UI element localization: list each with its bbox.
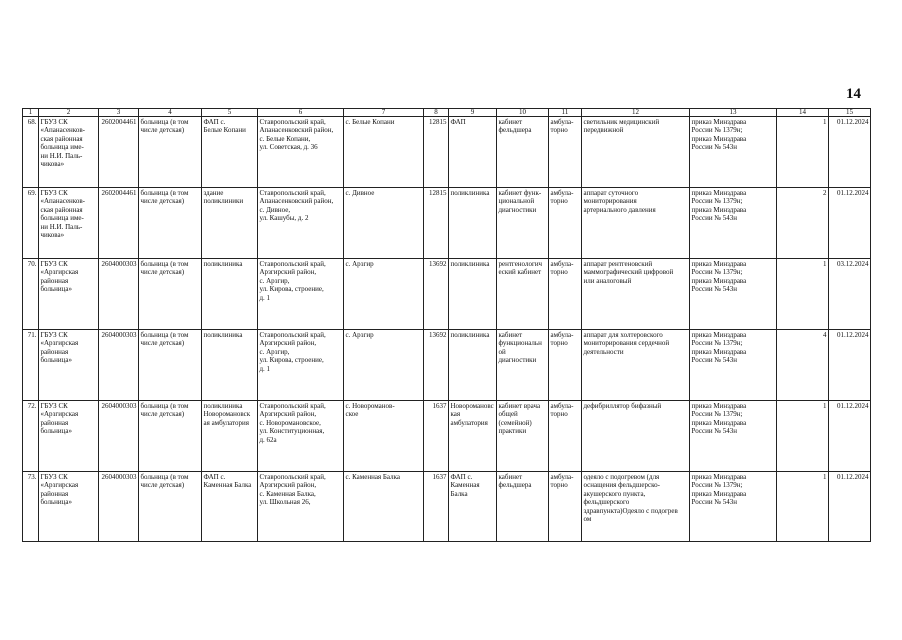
column-number: 13 [690, 109, 777, 117]
locality: с. Белые Копани [344, 117, 424, 188]
row-number: 72. [23, 401, 39, 472]
organization-code: 2604000303 [99, 330, 139, 401]
equipment: аппарат рентгеновский маммографический цифровой или аналоговый [582, 259, 690, 330]
column-number: 9 [449, 109, 497, 117]
organization-name: ГБУЗ СК «Арзгирская районная больница» [39, 330, 99, 401]
locality: с. Арзгир [344, 259, 424, 330]
oktmo-code: 13692 [424, 259, 449, 330]
room: рентгенологич еский кабинет [497, 259, 549, 330]
structural-unit: ФАП с. Каменная Балка [202, 472, 258, 542]
organization-code: 2602004461 [99, 117, 139, 188]
organization-name: ГБУЗ СК «Арзгирская районная больница» [39, 259, 99, 330]
column-number: 7 [344, 109, 424, 117]
structural-unit: поликлиника Новоромановск ая амбулатория [202, 401, 258, 472]
row-number: 71. [23, 330, 39, 401]
facility-type: больница (в том числе детская) [139, 188, 202, 259]
legal-basis: приказ Минздрава России № 1379н; приказ Минздрава России № 543н [690, 259, 777, 330]
quantity: 1 [777, 472, 829, 542]
equipment: дефибриллятор бифазный [582, 401, 690, 472]
room: кабинет функ- циональной диагностики [497, 188, 549, 259]
oktmo-code: 12815 [424, 188, 449, 259]
date: 01.12.2024 [829, 401, 871, 472]
date: 01.12.2024 [829, 472, 871, 542]
organization-name: ГБУЗ СК «Арзгирская районная больница» [39, 401, 99, 472]
address: Ставропольский край, Апанасенковский район, с. Дивное, ул. Кашубы, д. 2 [258, 188, 344, 259]
quantity: 1 [777, 117, 829, 188]
facility-type: больница (в том числе детская) [139, 117, 202, 188]
address: Ставропольский край, Арзгирский район, с. Арзгир, ул. Кирова, строение, д. 1 [258, 259, 344, 330]
facility-type: больница (в том числе детская) [139, 330, 202, 401]
facility-type: больница (в том числе детская) [139, 259, 202, 330]
column-number: 8 [424, 109, 449, 117]
column-number: 4 [139, 109, 202, 117]
organization-name: ГБУЗ СК «Апанасенков- ская районная больница име- ни Н.И. Паль- чикова» [39, 188, 99, 259]
subdivision: Новоромановс кая амбулатория [449, 401, 497, 472]
quantity: 4 [777, 330, 829, 401]
oktmo-code: 12815 [424, 117, 449, 188]
column-number: 6 [258, 109, 344, 117]
locality: с. Новороманов- ское [344, 401, 424, 472]
care-conditions: амбула- торно [549, 259, 582, 330]
address: Ставропольский край, Арзгирский район, с. Арзгир, ул. Кирова, строение, д. 1 [258, 330, 344, 401]
column-number: 12 [582, 109, 690, 117]
quantity: 2 [777, 188, 829, 259]
quantity: 1 [777, 259, 829, 330]
legal-basis: приказ Минздрава России № 1379н; приказ Минздрава России № 543н [690, 330, 777, 401]
column-number: 2 [39, 109, 99, 117]
facility-type: больница (в том числе детская) [139, 472, 202, 542]
care-conditions: амбула- торно [549, 472, 582, 542]
column-number: 15 [829, 109, 871, 117]
room: кабинет фельдшера [497, 472, 549, 542]
locality: с. Арзгир [344, 330, 424, 401]
table-row [23, 472, 871, 542]
equipment-table [22, 108, 871, 542]
legal-basis: приказ Минздрава России № 1379н; приказ Минздрава России № 543н [690, 117, 777, 188]
column-number: 1 [23, 109, 39, 117]
table-row [23, 117, 871, 188]
organization-code: 2602004461 [99, 188, 139, 259]
subdivision: поликлиника [449, 330, 497, 401]
address: Ставропольский край, Апанасенковский район, с. Белые Копани, ул. Советская, д. 36 [258, 117, 344, 188]
table-row [23, 330, 871, 401]
organization-name: ГБУЗ СК «Апанасенков- ская районная больница име- ни Н.И. Паль- чикова» [39, 117, 99, 188]
facility-type: больница (в том числе детская) [139, 401, 202, 472]
date: 01.12.2024 [829, 188, 871, 259]
structural-unit: поликлиника [202, 330, 258, 401]
care-conditions: амбула- торно [549, 188, 582, 259]
care-conditions: амбула- торно [549, 401, 582, 472]
column-number: 11 [549, 109, 582, 117]
structural-unit: здание поликлиники [202, 188, 258, 259]
equipment: аппарат для холтеровского мониторирования сердечной деятельности [582, 330, 690, 401]
row-number: 68. [23, 117, 39, 188]
address: Ставропольский край, Арзгирский район, с. Новоромановское, ул. Конституционная, д. 62а [258, 401, 344, 472]
organization-code: 2604000303 [99, 259, 139, 330]
column-number: 5 [202, 109, 258, 117]
room: кабинет функциональн ой диагностики [497, 330, 549, 401]
room: кабинет врача общей (семейной) практики [497, 401, 549, 472]
column-number: 14 [777, 109, 829, 117]
page-number: 14 [846, 86, 861, 102]
legal-basis: приказ Минздрава России № 1379н; приказ Минздрава России № 543н [690, 472, 777, 542]
structural-unit: ФАП с. Белые Копани [202, 117, 258, 188]
care-conditions: амбула- торно [549, 117, 582, 188]
row-number: 70. [23, 259, 39, 330]
organization-name: ГБУЗ СК «Арзгирская районная больница» [39, 472, 99, 542]
column-number: 10 [497, 109, 549, 117]
column-number-row [23, 109, 871, 117]
oktmo-code: 13692 [424, 330, 449, 401]
oktmo-code: 1637 [424, 472, 449, 542]
subdivision: ФАП [449, 117, 497, 188]
equipment: аппарат суточного мониторирования артериального давления [582, 188, 690, 259]
legal-basis: приказ Минздрава России № 1379н; приказ Минздрава России № 543н [690, 401, 777, 472]
subdivision: ФАП с. Каменная Балка [449, 472, 497, 542]
organization-code: 2604000303 [99, 401, 139, 472]
table-row [23, 401, 871, 472]
row-number: 73. [23, 472, 39, 542]
table-row [23, 259, 871, 330]
address: Ставропольский край, Арзгирский район, с. Каменная Балка, ул. Школьная 26, [258, 472, 344, 542]
date: 01.12.2024 [829, 330, 871, 401]
organization-code: 2604000303 [99, 472, 139, 542]
care-conditions: амбула- торно [549, 330, 582, 401]
locality: с. Дивное [344, 188, 424, 259]
date: 01.12.2024 [829, 117, 871, 188]
structural-unit: поликлиника [202, 259, 258, 330]
date: 03.12.2024 [829, 259, 871, 330]
legal-basis: приказ Минздрава России № 1379н; приказ Минздрава России № 543н [690, 188, 777, 259]
equipment: одеяло с подогревом (для оснащения фельдшерско- акушерского пункта, фельдшерского здравпункта)Одеяло с подогрев ом [582, 472, 690, 542]
subdivision: поликлиника [449, 259, 497, 330]
subdivision: поликлиника [449, 188, 497, 259]
column-number: 3 [99, 109, 139, 117]
equipment: светильник медицинский передвижной [582, 117, 690, 188]
quantity: 1 [777, 401, 829, 472]
oktmo-code: 1637 [424, 401, 449, 472]
room: кабинет фельдшера [497, 117, 549, 188]
row-number: 69. [23, 188, 39, 259]
locality: с. Каменная Балка [344, 472, 424, 542]
table-row [23, 188, 871, 259]
